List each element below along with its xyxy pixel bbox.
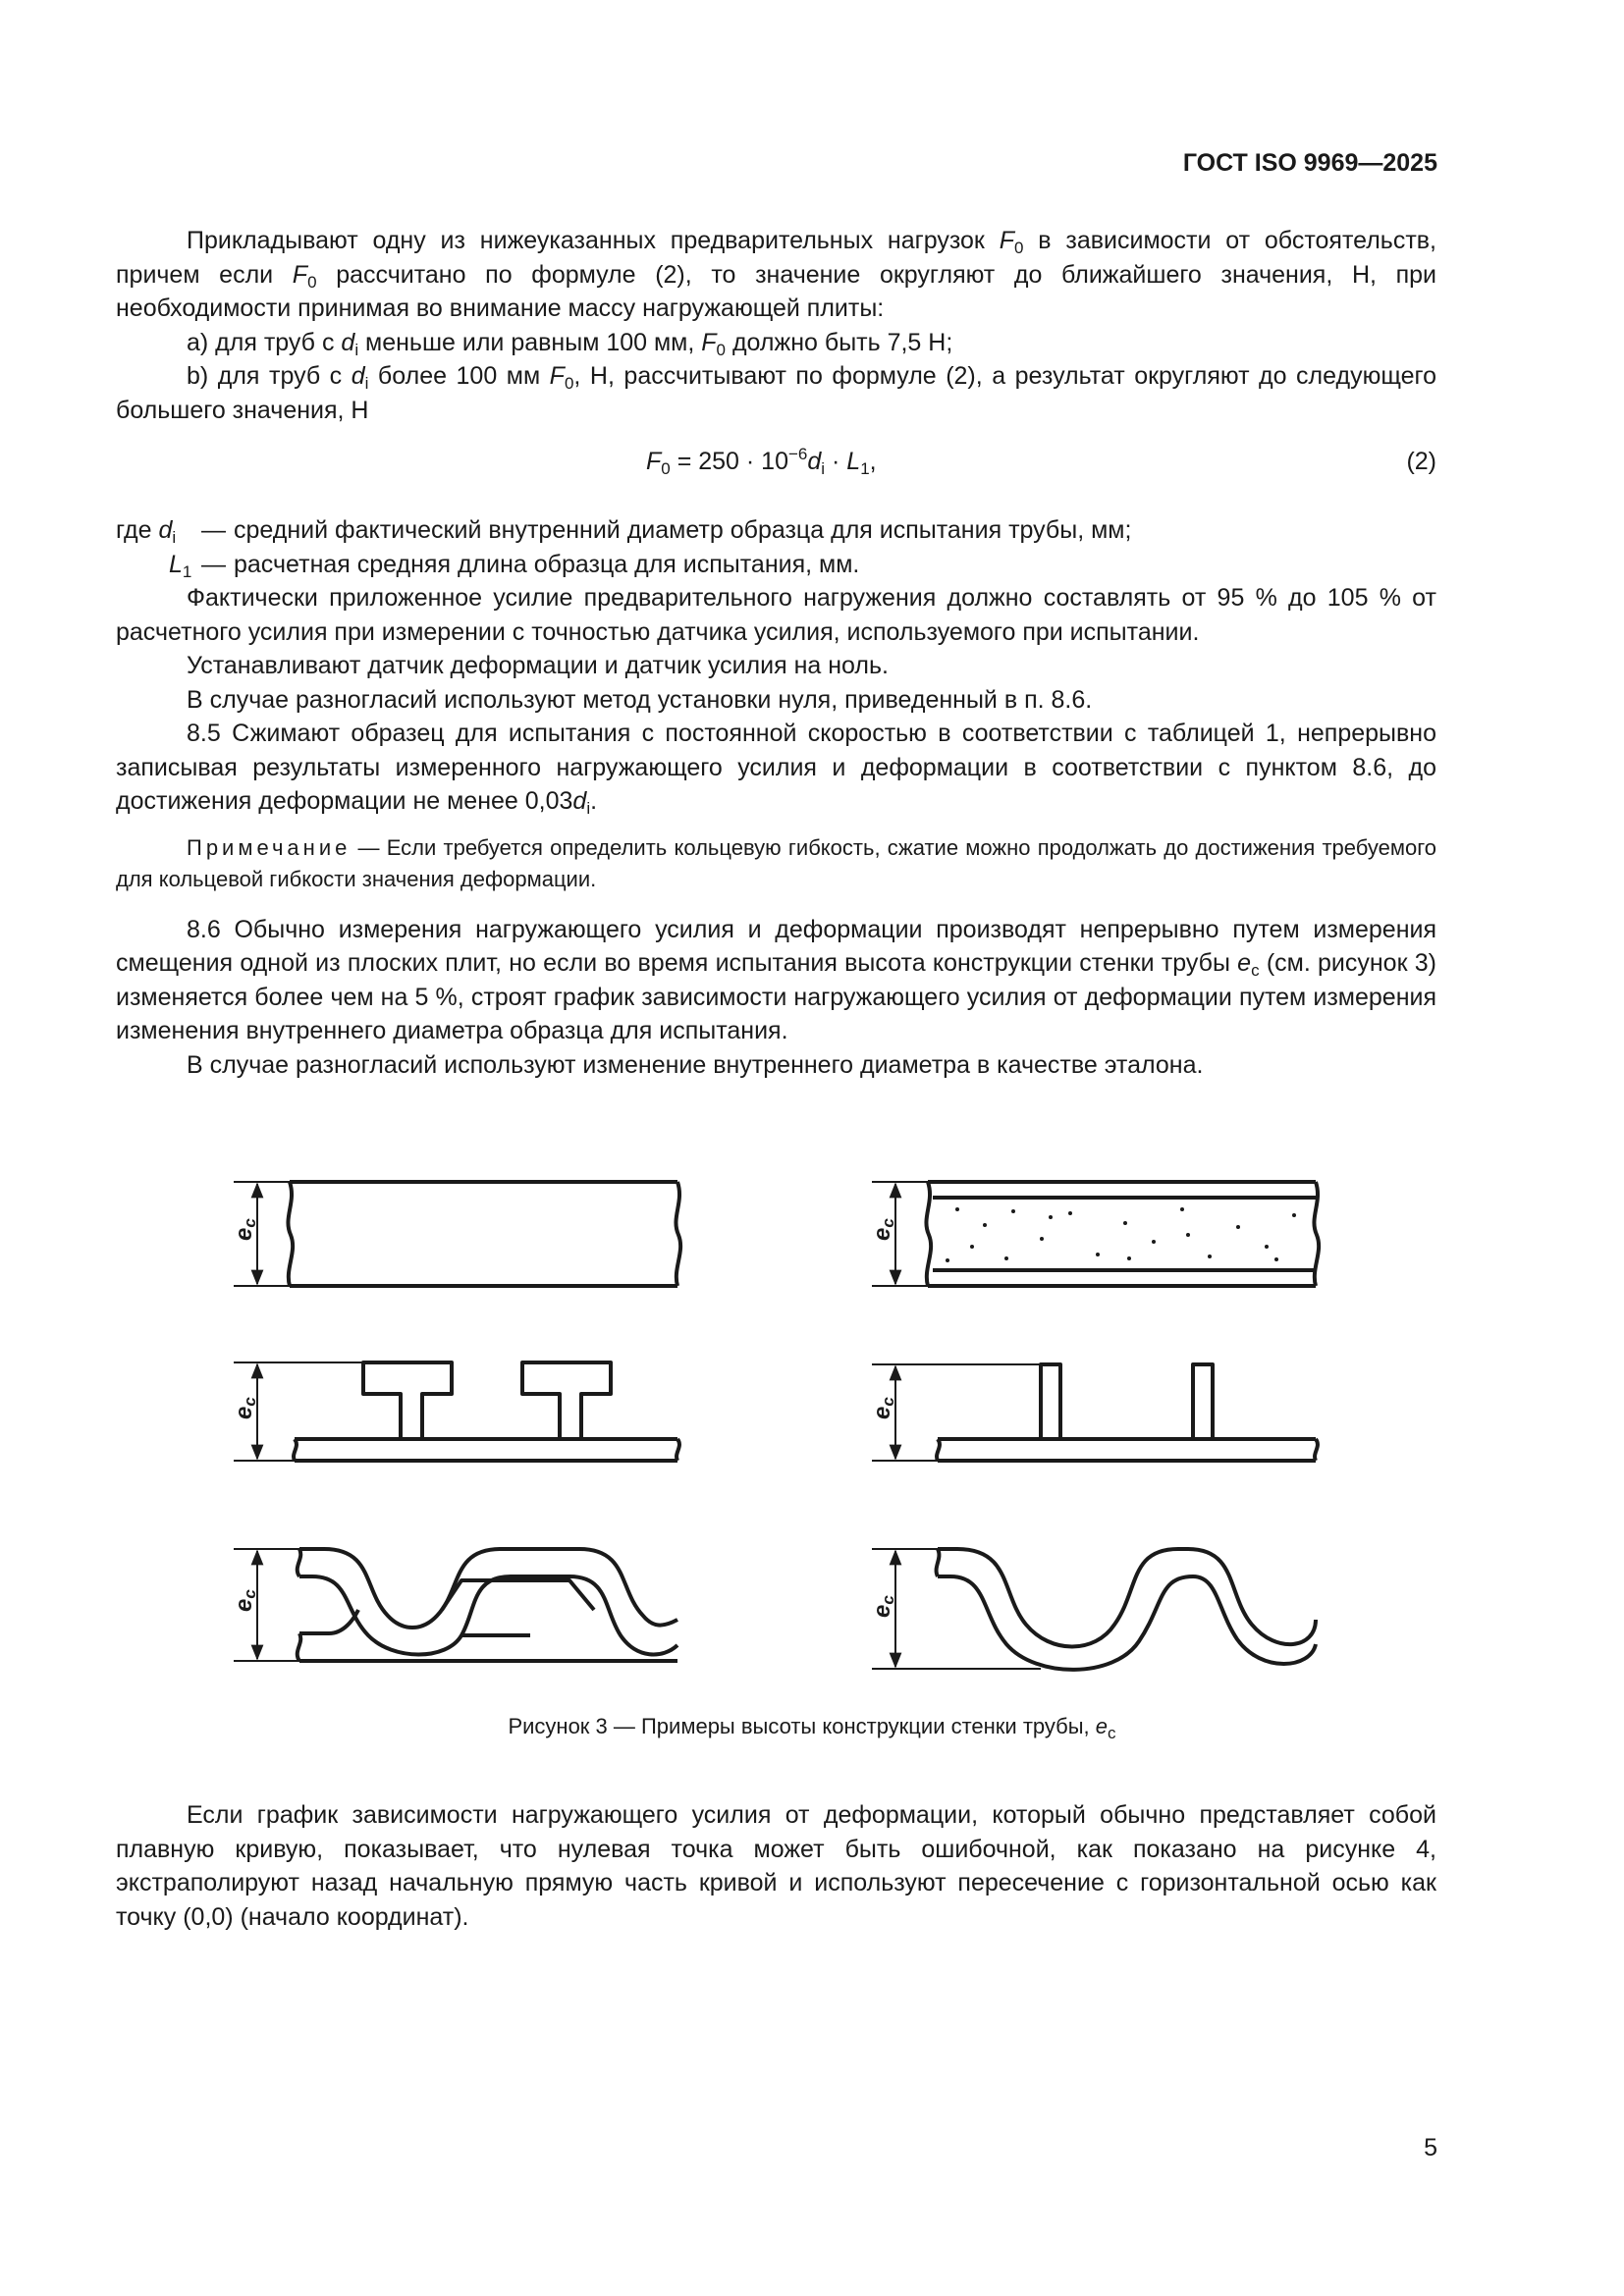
paragraph-8-6: 8.6 Обычно измерения нагружающего усилия и деформации производят непрерывно путем измерения смещения одной из плоских плит, но если во время испытания высота конструкции стенки трубы $e_c$ (см. рисунок 3) изменяется более чем на 5 %, строят график зависимости нагружающего усилия от деформации путем измерения изменения внутреннего диаметра образца для испытания. <box>116 915 1436 1044</box>
list-item-a: a) для труб с $d_i$ меньше или равным 100 мм, $F_0$ должно быть 7,5 Н; <box>187 328 953 359</box>
figure-caption: Рисунок 3 — Примеры высоты конструкции стенки трубы, $e_c$ <box>508 1714 1116 1742</box>
paragraph-sensor: Устанавливают датчик деформации и датчик усилия на ноль. <box>187 652 889 679</box>
page-number: 5 <box>1424 2134 1437 2162</box>
paragraph-reference: В случае разногласий используют изменение внутреннего диаметра в качестве эталона. <box>187 1050 1204 1079</box>
dimension-label: ec <box>869 1595 897 1618</box>
wall-profile-foam-core <box>926 1182 1319 1286</box>
wall-profile-solid <box>288 1182 680 1286</box>
formula-number: (2) <box>1406 448 1436 475</box>
dimension-label: ec <box>231 1397 259 1419</box>
dimension-label: ec <box>231 1218 259 1241</box>
note: Примечание — Если требуется определить кольцевую гибкость, сжатие можно продолжать до достижения требуемого для кольцевой гибкости значения деформации. <box>116 834 1436 891</box>
paragraph-preload: Прикладывают одну из нижеуказанных предварительных нагрузок $F_0$ в зависимости от обстоятельств, причем если $F_0$ рассчитано по формуле (2), то значение округляют до ближайшего значения, Н, при необходимости принимая во внимание массу нагружающей плиты: <box>116 227 1437 322</box>
formula-expression: $F_0 = 250 \cdot 10^{-6}d_i \cdot L_1$, <box>646 445 877 478</box>
paragraph-graph: Если график зависимости нагружающего усилия от деформации, который обычно представляет собой плавную кривую, показывает, что нулевая точка может быть ошибочной, как показано на рисунке 4, экстраполируют назад начальную прямую часть кривой и используют пересечение с горизонтальной осью как точку (0,0) (начало координат). <box>116 1801 1436 1931</box>
wall-profile-t-rib <box>937 1364 1318 1461</box>
dimension-label: ec <box>231 1589 259 1612</box>
body-text <box>116 224 1436 1082</box>
paragraph-8-5: 8.5 Сжимают образец для испытания с постоянной скоростью в соответствии с таблицей 1, непрерывно записывая результаты измеренного нагружающего усилия и деформации в соответствии с пунктом 8.6, до достижения деформации не менее $0,03d_i$. <box>116 720 1436 818</box>
paragraph-dispute: В случае разногласий используют метод установки нуля, приведенный в п. 8.6. <box>187 685 1093 714</box>
wall-profile-double-corrugated <box>298 1549 677 1661</box>
wall-profile-i-rib <box>294 1362 679 1461</box>
where-l: $L_1$ — расчетная средняя длина образца для испытания, мм. <box>169 550 860 581</box>
list-item-b: b) для труб с $d_i$ более 100 мм $F_0$, Н, рассчитывают по формуле (2), а результат округляют до следующего большего значения, Н <box>116 362 1436 424</box>
document-header: ГОСТ ISO 9969—2025 <box>1182 149 1437 177</box>
formula-2 <box>116 427 1436 513</box>
dimension-label: ec <box>869 1397 897 1419</box>
wall-profile-single-corrugated <box>937 1549 1316 1670</box>
dimension-label: ec <box>869 1218 897 1241</box>
foam-dots <box>946 1207 1296 1262</box>
figure-3 <box>0 1154 1624 1704</box>
paragraph-force: Фактически приложенное усилие предварительного нагружения должно составлять от 95 % до 105 % от расчетного усилия при измерении с точностью датчика усилия, используемого при испытании. <box>116 584 1436 646</box>
body-text-after-figure <box>116 1798 1436 1934</box>
where-d: где $d_i$ — средний фактический внутренний диаметр образца для испытания трубы, мм; <box>116 516 1132 547</box>
